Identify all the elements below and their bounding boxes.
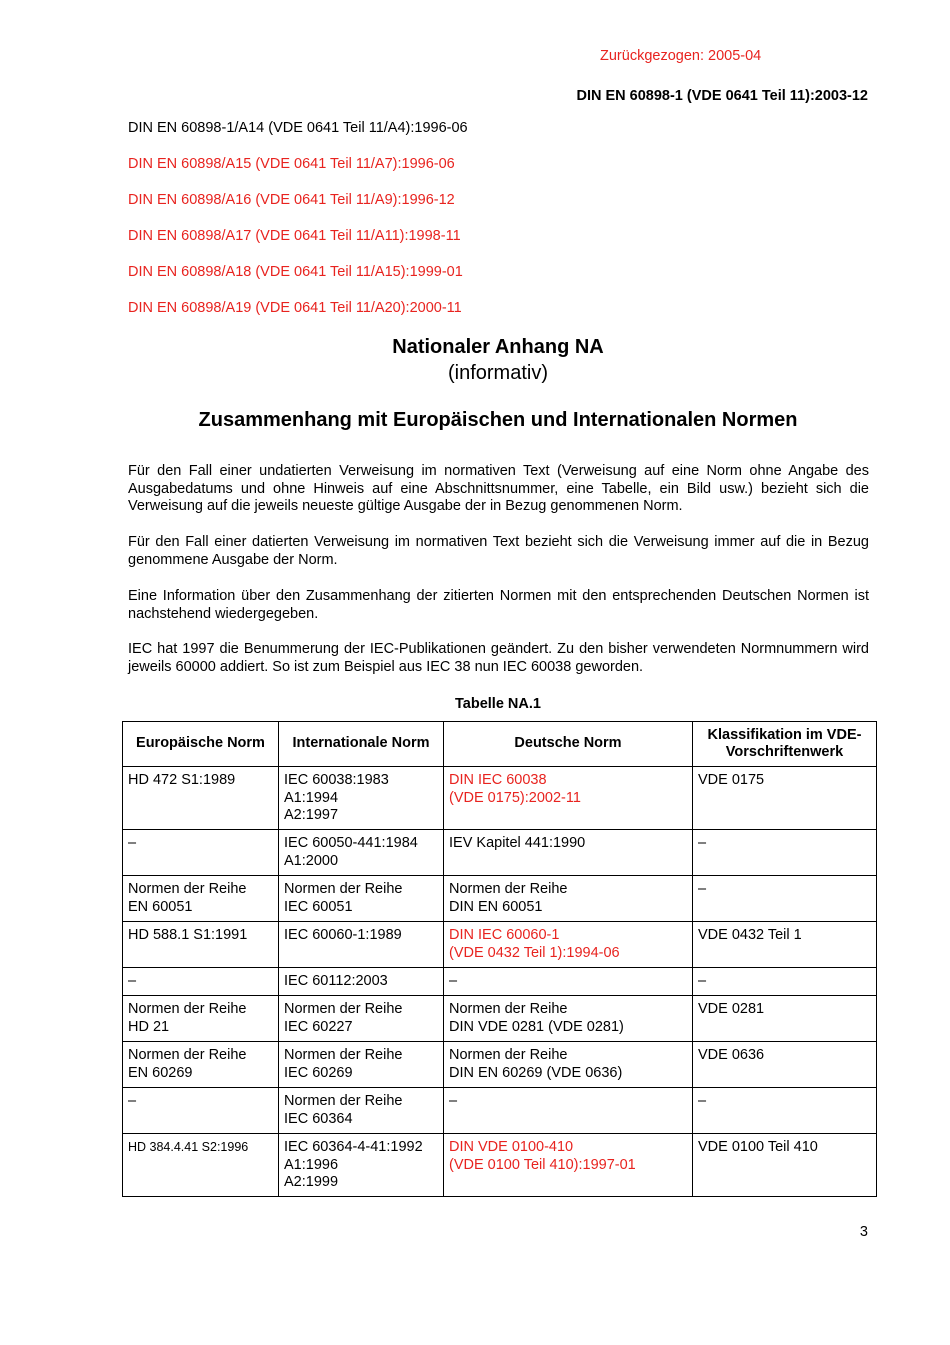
cell-line: IEC 60112:2003: [284, 973, 388, 989]
cell-vde-classification: [693, 876, 877, 922]
cell-line: IEC 60050-441:1984: [284, 835, 418, 851]
reference-line: DIN EN 60898-1/A14 (VDE 0641 Teil 11/A4):1996-06: [128, 120, 468, 136]
table-row: [123, 1042, 877, 1088]
cell-line: IEC 60269: [284, 1064, 353, 1081]
reference-line: DIN EN 60898/A16 (VDE 0641 Teil 11/A9):1996-12: [128, 192, 455, 208]
reference-line: DIN EN 60898/A17 (VDE 0641 Teil 11/A11):1998-11: [128, 228, 461, 244]
cell-european-norm: [123, 767, 279, 830]
table-row: [123, 1088, 877, 1134]
cell-german-norm: [444, 767, 693, 830]
cell-line: IEV Kapitel 441:1990: [449, 835, 586, 851]
cell-line: Normen der Reihe: [449, 881, 568, 897]
page-number: 3: [859, 1224, 868, 1240]
cell-german-norm: [444, 830, 693, 876]
table-row: [123, 968, 877, 996]
cell-line: –: [698, 881, 707, 897]
cell-european-norm: [123, 996, 279, 1042]
cell-international-norm: [279, 1134, 444, 1197]
cell-line: –: [128, 1093, 137, 1109]
cell-vde-classification: [693, 922, 877, 968]
cell-line: EN 60269: [128, 1064, 193, 1081]
cell-line: A1:2000: [284, 852, 339, 869]
cell-line: VDE 0175: [698, 772, 765, 788]
cell-line: VDE 0432 Teil 1: [698, 927, 802, 943]
cell-international-norm: [279, 767, 444, 830]
cell-line: DIN VDE 0281 (VDE 0281): [449, 1018, 624, 1035]
cell-german-norm: [444, 1042, 693, 1088]
column-header-international: Internationale Norm: [279, 722, 444, 767]
column-header-classification: Klassifikation im VDE-Vorschriftenwerk: [693, 722, 877, 767]
cell-line: DIN EN 60269 (VDE 0636): [449, 1064, 623, 1081]
cell-line: Normen der Reihe: [128, 1001, 247, 1017]
cell-line: VDE 0100 Teil 410: [698, 1139, 818, 1155]
table-header-row: [123, 722, 877, 767]
section-title: Zusammenhang mit Europäischen und Internationalen Normen: [198, 409, 798, 431]
cell-line: –: [698, 973, 707, 989]
table-body: [123, 767, 877, 1197]
paragraph: Für den Fall einer datierten Verweisung im normativen Text bezieht sich die Verweisung immer auf die in Bezug genommene Ausgabe der Norm.: [128, 534, 869, 568]
cell-european-norm: [123, 922, 279, 968]
cell-line: A2:1999: [284, 1174, 339, 1190]
cell-international-norm: [279, 1088, 444, 1134]
cell-line: HD 21: [128, 1018, 170, 1035]
document-id: DIN EN 60898-1 (VDE 0641 Teil 11):2003-12: [576, 88, 868, 104]
cell-line: Normen der Reihe: [284, 1093, 403, 1109]
paragraph: Für den Fall einer undatierten Verweisung im normativen Text (Verweisung auf eine Norm ohne Angabe des Ausgabedatums und ohne Hinweis auf eine Abschnittsnummer, eine Tabelle, ein Bild usw.) bezieht sich die Verweisung auf die jeweils neueste gültige Ausgabe der in Bezug genommenen Norm.: [128, 463, 869, 514]
cell-vde-classification: [693, 996, 877, 1042]
cell-international-norm: [279, 1042, 444, 1088]
cell-vde-classification: [693, 830, 877, 876]
cell-line: IEC 60364: [284, 1110, 353, 1127]
cell-line: –: [449, 1093, 458, 1109]
cell-line: HD 384.4.41 S2:1996: [128, 1140, 249, 1154]
cell-vde-classification: [693, 767, 877, 830]
cell-line: IEC 60051: [284, 898, 353, 915]
cell-german-norm: [444, 1134, 693, 1197]
cell-line: IEC 60038:1983: [284, 772, 389, 788]
cell-european-norm: [123, 876, 279, 922]
cell-line: DIN EN 60051: [449, 898, 543, 915]
cell-german-norm: [444, 968, 693, 996]
cell-international-norm: [279, 876, 444, 922]
table-row: [123, 1134, 877, 1197]
cell-vde-classification: [693, 968, 877, 996]
cell-international-norm: [279, 922, 444, 968]
cell-line: IEC 60227: [284, 1018, 353, 1035]
annex-subtitle: (informativ): [447, 362, 548, 384]
cell-german-norm: [444, 1088, 693, 1134]
cell-line: –: [698, 1093, 707, 1109]
reference-line: DIN EN 60898/A19 (VDE 0641 Teil 11/A20):2000-11: [128, 300, 462, 316]
cell-line: VDE 0281: [698, 1001, 765, 1017]
cell-line: HD 588.1 S1:1991: [128, 927, 248, 943]
cell-european-norm: [123, 830, 279, 876]
cell-line: HD 472 S1:1989: [128, 772, 236, 788]
table-row: [123, 830, 877, 876]
cell-line: DIN IEC 60038: [449, 772, 547, 788]
cell-line: IEC 60060-1:1989: [284, 927, 402, 943]
cell-international-norm: [279, 968, 444, 996]
cell-vde-classification: [693, 1134, 877, 1197]
table-caption: Tabelle NA.1: [455, 696, 541, 712]
table-row: [123, 876, 877, 922]
table-row: [123, 996, 877, 1042]
cell-line: –: [698, 835, 707, 851]
paragraph: IEC hat 1997 die Benummerung der IEC-Publikationen geändert. Zu den bisher verwendeten Normnummern wird jeweils 60000 addiert. So ist zum Beispiel aus IEC 38 nun IEC 60038 geworden.: [128, 641, 869, 675]
cell-european-norm: [123, 1042, 279, 1088]
cell-line: Normen der Reihe: [284, 1047, 403, 1063]
cell-line: Normen der Reihe: [284, 1001, 403, 1017]
paragraph: Eine Information über den Zusammenhang der zitierten Normen mit den entsprechenden Deutschen Normen ist nachstehend wiedergegeben.: [128, 588, 869, 622]
cell-vde-classification: [693, 1088, 877, 1134]
cell-line: –: [449, 973, 458, 989]
cell-international-norm: [279, 830, 444, 876]
cell-line: A1:1996: [284, 1156, 339, 1173]
cell-line: –: [128, 835, 137, 851]
cell-line: DIN IEC 60060-1: [449, 927, 560, 943]
cell-european-norm: [123, 968, 279, 996]
cell-line: (VDE 0432 Teil 1):1994-06: [449, 944, 620, 961]
withdrawn-notice: Zurückgezogen: 2005-04: [600, 48, 762, 64]
cell-line: (VDE 0100 Teil 410):1997-01: [449, 1156, 636, 1173]
norm-table: [122, 721, 877, 1197]
table-row: [123, 767, 877, 830]
cell-vde-classification: [693, 1042, 877, 1088]
cell-line: –: [128, 973, 137, 989]
cell-line: A1:1994: [284, 789, 339, 806]
cell-line: Normen der Reihe: [128, 1047, 247, 1063]
cell-european-norm: [123, 1088, 279, 1134]
cell-line: IEC 60364-4-41:1992: [284, 1139, 423, 1155]
cell-line: EN 60051: [128, 898, 193, 915]
cell-line: Normen der Reihe: [449, 1001, 568, 1017]
cell-line: A2:1997: [284, 807, 339, 823]
table-row: [123, 922, 877, 968]
cell-german-norm: [444, 876, 693, 922]
reference-line: DIN EN 60898/A18 (VDE 0641 Teil 11/A15):1999-01: [128, 264, 463, 280]
annex-title: Nationaler Anhang NA: [392, 336, 604, 358]
reference-line: DIN EN 60898/A15 (VDE 0641 Teil 11/A7):1996-06: [128, 156, 455, 172]
cell-line: DIN VDE 0100-410: [449, 1139, 574, 1155]
cell-line: Normen der Reihe: [449, 1047, 568, 1063]
cell-german-norm: [444, 996, 693, 1042]
cell-line: (VDE 0175):2002-11: [449, 789, 581, 806]
cell-line: Normen der Reihe: [284, 881, 403, 897]
cell-international-norm: [279, 996, 444, 1042]
cell-european-norm: [123, 1134, 279, 1197]
cell-line: Normen der Reihe: [128, 881, 247, 897]
cell-line: VDE 0636: [698, 1047, 765, 1063]
column-header-european: Europäische Norm: [123, 722, 279, 767]
column-header-german: Deutsche Norm: [444, 722, 693, 767]
cell-german-norm: [444, 922, 693, 968]
